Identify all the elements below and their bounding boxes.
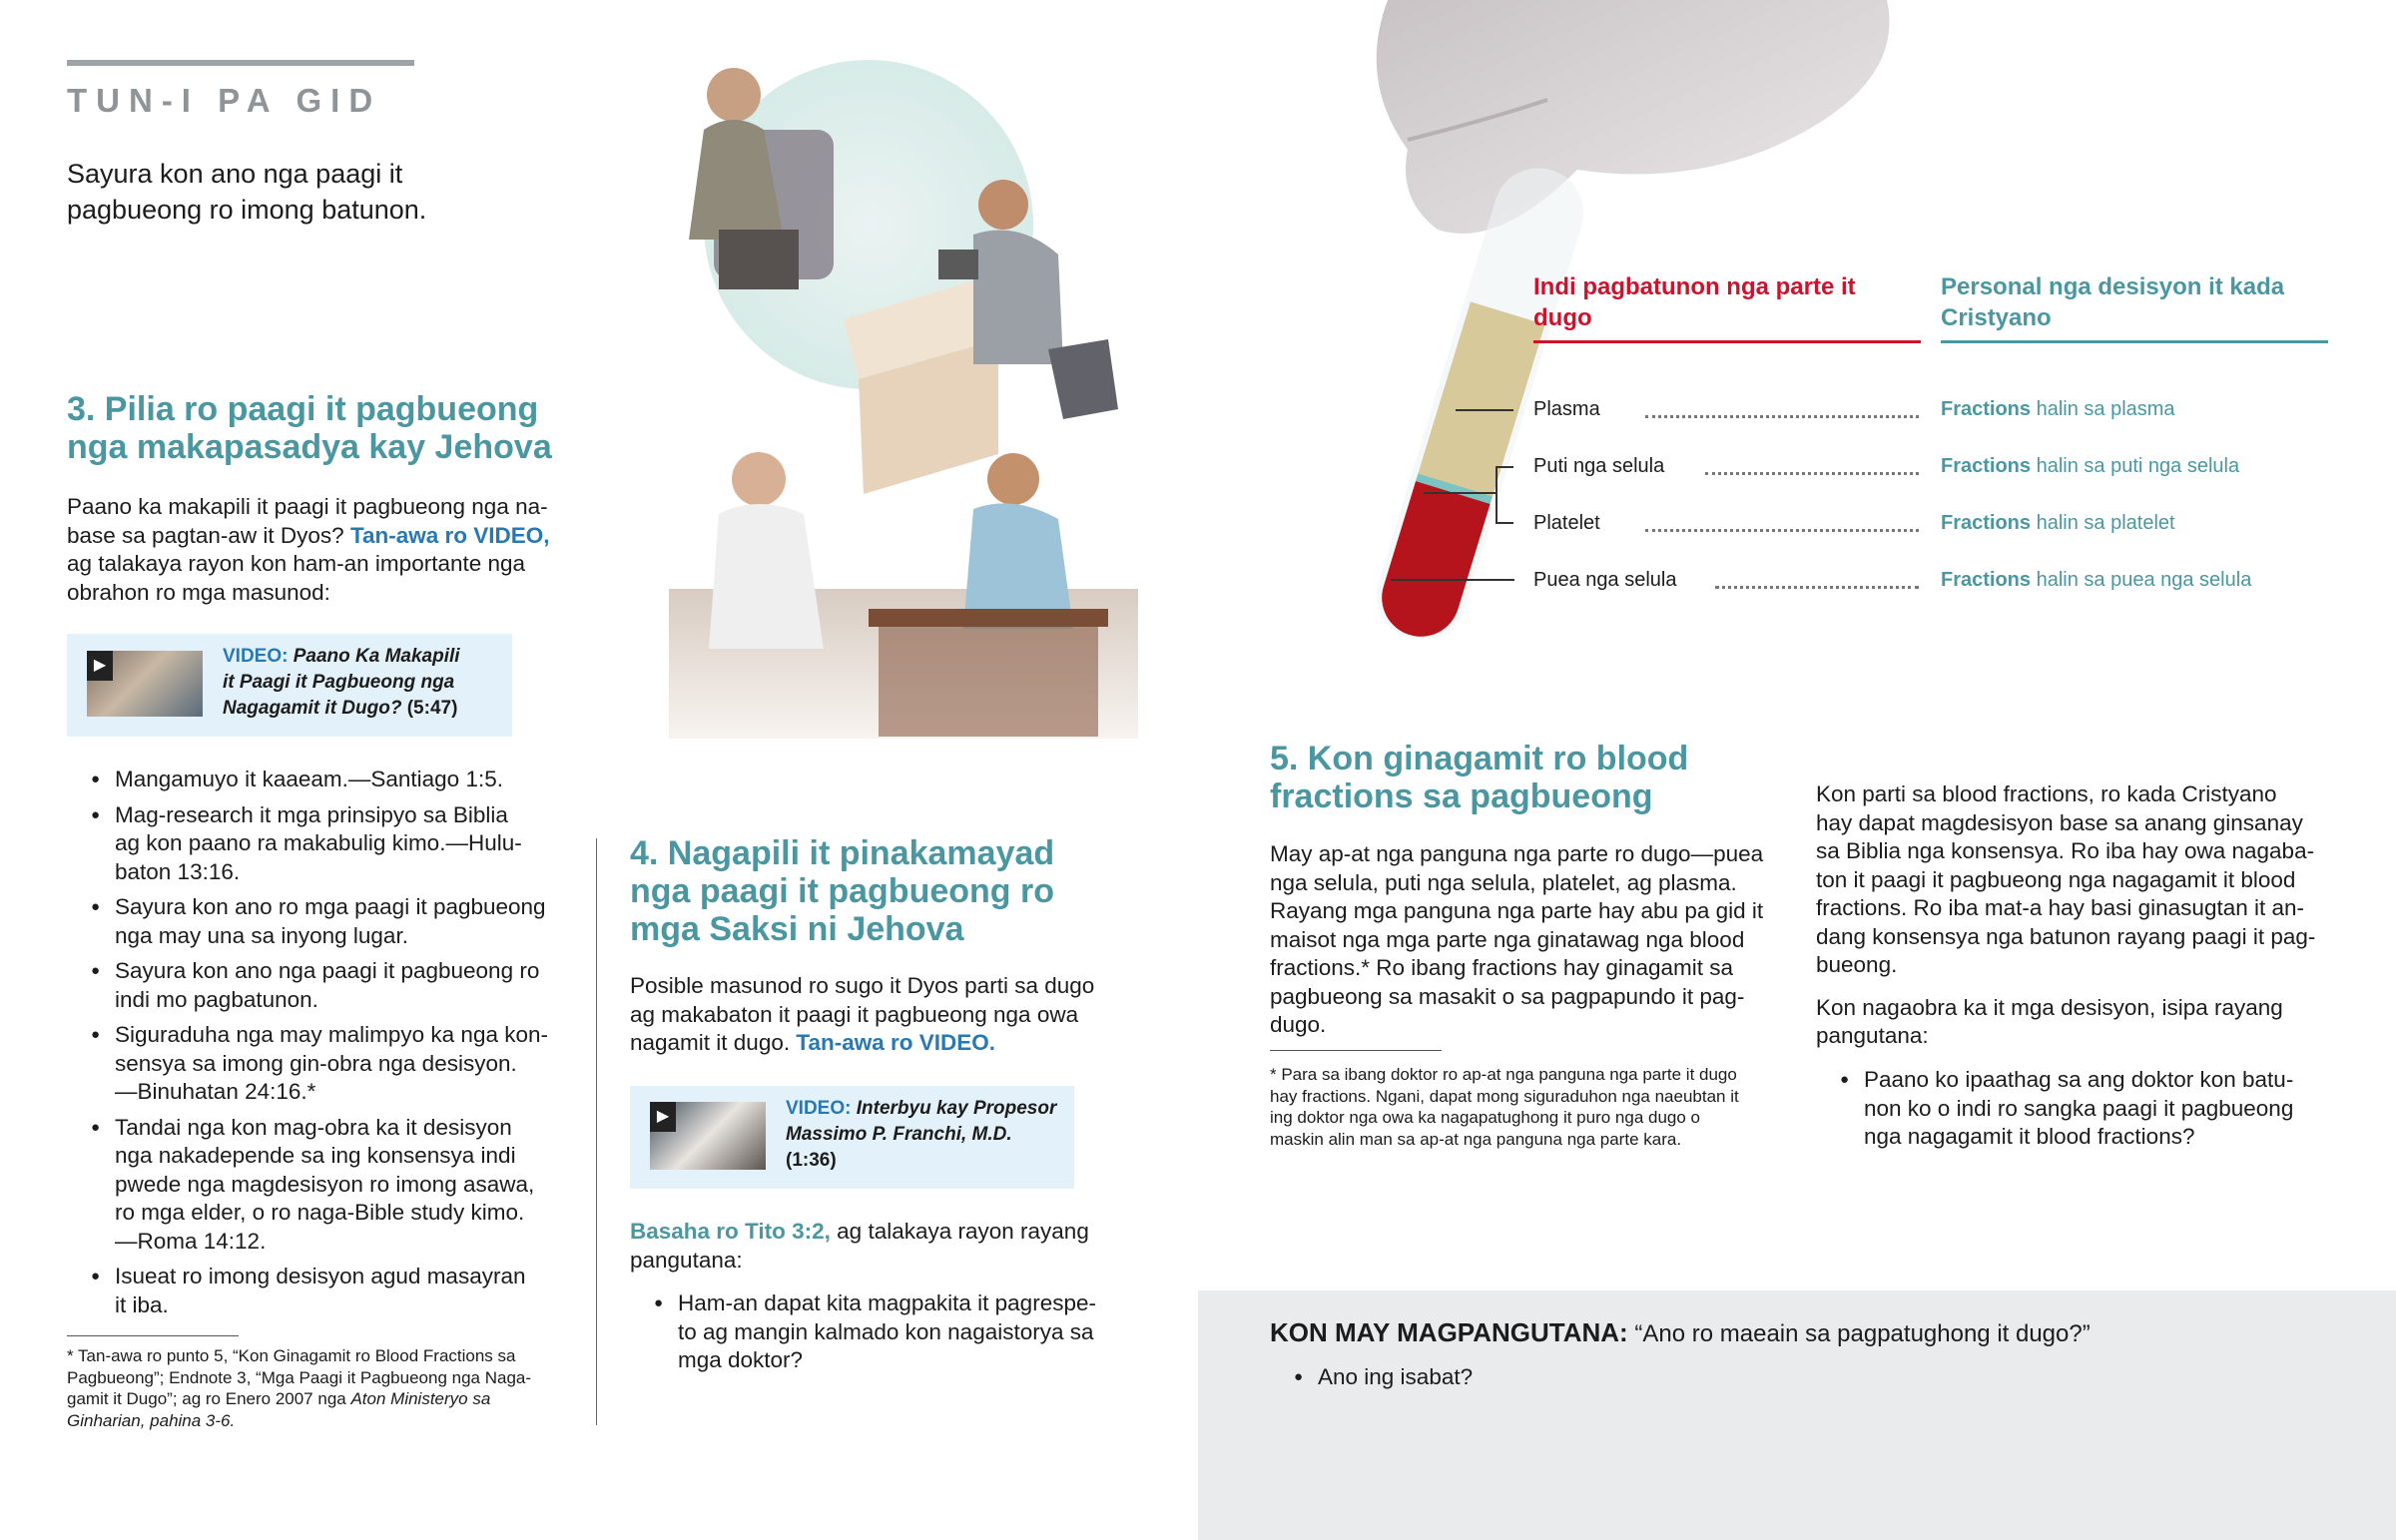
list-item: ● Tandai nga kon mag-obra ka it desisyon nga nakadepende sa ing konsensya indi pwede nga magdesisyon ro imong asawa, ro mga elder, o ro naga-Bible study kimo. —Roma 14:12. [67,1114,586,1257]
list-item: ● Sayura kon ano nga paagi it pagbueong ro indi mo pagbatunon. [67,957,586,1014]
leader-line [1496,466,1513,468]
leader-bracket [1496,466,1498,523]
fractions-bold: Fractions [1941,455,2032,477]
list-item: ● Siguraduha nga may malimpyo ka nga kon- sensya sa imong gin-obra nga desisyon. —Binuhatan 24:16.* [67,1021,586,1107]
chart-row-label: Puea nga selula [1533,569,1677,591]
intro-text: Sayura kon ano nga paagi it pagbueong ro imong batunon. [67,159,427,225]
section5-col2: Kon parti sa blood fractions, ro kada Cristyano hay dapat magdesisyon base sa anang ginsanay sa Biblia nga konsensya. Ro iba hay owa nagaba- ton it paagi it pagbueong nga nagagamit it blood fractions. Ro iba mat-a hay basi ginasugtan it an- dang konsensya nga batunon rayang paagi it pag- bueong. Kon nagaobra ka it mga desisyon, isipa rayang pangutana: [1816,781,2316,1048]
chart-row-label: Puti nga selula [1533,455,1665,477]
leader-line [1391,579,1514,581]
section4-body: Posible masunod ro sugo it Dyos parti sa dugo ag makabaton it paagi it pagbueong nga owa nagamit it dugo. Tan-awa ro VIDEO. [630,973,1095,1055]
video-link[interactable]: Tan-awa ro VIDEO, [349,522,550,548]
section5-bullets [1816,1066,2355,1159]
video-link[interactable]: Tan-awa ro VIDEO. [796,1030,995,1055]
leader-line [1496,522,1513,524]
list-item: ● Paano ko ipaathag sa ang doktor kon batu- non ko o indi ro sangka paagi it pagbueong nga nagagamit it blood fractions? [1816,1066,2355,1152]
section4-heading: 4. Nagapili it pinakamayad nga paagi it pagbueong ro mga Saksi ni Jehova [630,834,1055,948]
footnote-right: * Para sa ibang doktor ro ap-at nga panguna nga parte it dugo hay fractions. Ngani, dapat mong siguraduhon nga naeubtan it ing doktor nga owa ka nagapatughong it puro nga dugo o maskin alin man sa ap-at nga panguna nga parte kara. [1270,1065,1739,1149]
video-thumbnail[interactable] [650,1102,766,1170]
section3-heading: 3. Pilia ro paagi it pagbueong nga makapasadya kay Jehova [67,390,552,466]
list-item: ● Ano ing isabat? [1270,1363,1869,1392]
list-item: ● Mag-research it mga prinsipyo sa Biblia ag kon paano ra makabulig kimo.—Hulu- baton 13:16. [67,801,586,887]
list-item: ● Mangamuyo it kaaeam.—Santiago 1:5. [67,766,586,794]
section5-col1: May ap-at nga panguna nga parte ro dugo—puea nga selula, puti nga selula, platelet, ag plasma. Rayang mga panguna nga parte hay abu pa gid it maisot nga mga parte nga ginatawag nga blood fractions.* Ro ibang fractions hay ginagamit sa pagbueong sa masakit o sa pagpapundo it pag- dugo. [1270,841,1764,1037]
chart-row-label: Platelet [1533,512,1600,534]
fractions-bold: Fractions [1941,512,2032,534]
fractions-rest: halin sa puea nga selula [2036,569,2252,591]
kicker-rule [67,60,414,66]
list-item: ● Sayura kon ano ro mga paagi it pagbueong nga may una sa inyong lugar. [67,893,586,950]
chart-row-fraction [1941,509,2175,537]
list-item: ● Ham-an dapat kita magpakita it pagrespe- to ag mangin kalmado kon nagaistorya sa mga doktor? [630,1289,1149,1375]
section4-bullets [630,1289,1149,1382]
video-2-text: VIDEO: Interbyu kay Propesor Massimo P. Franchi, M.D. (1:36) [786,1098,1057,1171]
chart-row-fraction [1941,452,2239,480]
ask-text: KON MAY MAGPANGUTANA: “Ano ro maeain sa pagpatughong it dugo?” [1270,1317,2091,1347]
fractions-rest: halin sa puti nga selula [2036,455,2240,477]
chart-row-label: Plasma [1533,398,1600,420]
footnote-rule [1270,1050,1442,1051]
chart-row-fraction [1941,566,2251,594]
play-icon[interactable]: ▶ [87,651,113,681]
chart-header-right: Personal nga desisyon it kada Cristyano [1941,273,2285,331]
chart-row-leader-dots [1645,415,1919,418]
fractions-rest: halin sa plasma [2036,398,2175,420]
leader-line [1424,492,1496,494]
video-thumbnail[interactable] [87,651,203,717]
chart-row-leader-dots [1645,529,1919,532]
video-box-2[interactable] [630,1086,1074,1189]
chart-row-fraction [1941,395,2175,423]
chart-header-right-rule [1941,340,2328,343]
chart-row-leader-dots [1705,472,1919,475]
chart-header-left-rule [1533,340,1921,343]
section4-read: Basaha ro Tito 3:2, ag talakaya rayon rayang pangutana: [630,1219,1089,1273]
scripture-link[interactable]: Basaha ro Tito 3:2, [630,1219,831,1244]
illustration-people [629,50,1168,739]
ask-bullets [1270,1363,1869,1399]
chart-header-left: Indi pagbatunon nga parte it dugo [1533,273,1856,331]
footnote-rule [67,1335,239,1336]
play-icon[interactable]: ▶ [650,1102,676,1132]
section5-heading: 5. Kon ginagamit ro blood fractions sa pagbueong [1270,740,1689,815]
video-box-1[interactable] [67,634,512,737]
section3-body: Paano ka makapili it paagi it pagbueong nga na- base sa pagtan-aw it Dyos? Tan-awa ro VIDEO, ag talakaya rayon kon ham-an importante nga obrahon ro mga masunod: [67,494,550,605]
column-divider [596,838,597,1425]
chart-row-leader-dots [1715,586,1919,589]
leader-line [1456,409,1513,411]
fractions-bold: Fractions [1941,569,2032,591]
fractions-rest: halin sa platelet [2036,512,2175,534]
kicker: TUN-I PA GID [67,82,382,119]
video-1-text: VIDEO: Paano Ka Makapili it Paagi it Pagbueong nga Nagagamit it Dugo? (5:47) [223,646,460,719]
section3-bullets [67,766,586,1326]
list-item: ● Isueat ro imong desisyon agud masayran it iba. [67,1263,586,1319]
fractions-bold: Fractions [1941,398,2032,420]
footnote-left: * Tan-awa ro punto 5, “Kon Ginagamit ro Blood Fractions sa Pagbueong”; Endnote 3, “Mga Paagi it Pagbueong nga Naga- gamit it Dugo”; ag ro Enero 2007 nga Aton Ministeryo sa Ginharian, pahina 3-6. [67,1346,532,1430]
